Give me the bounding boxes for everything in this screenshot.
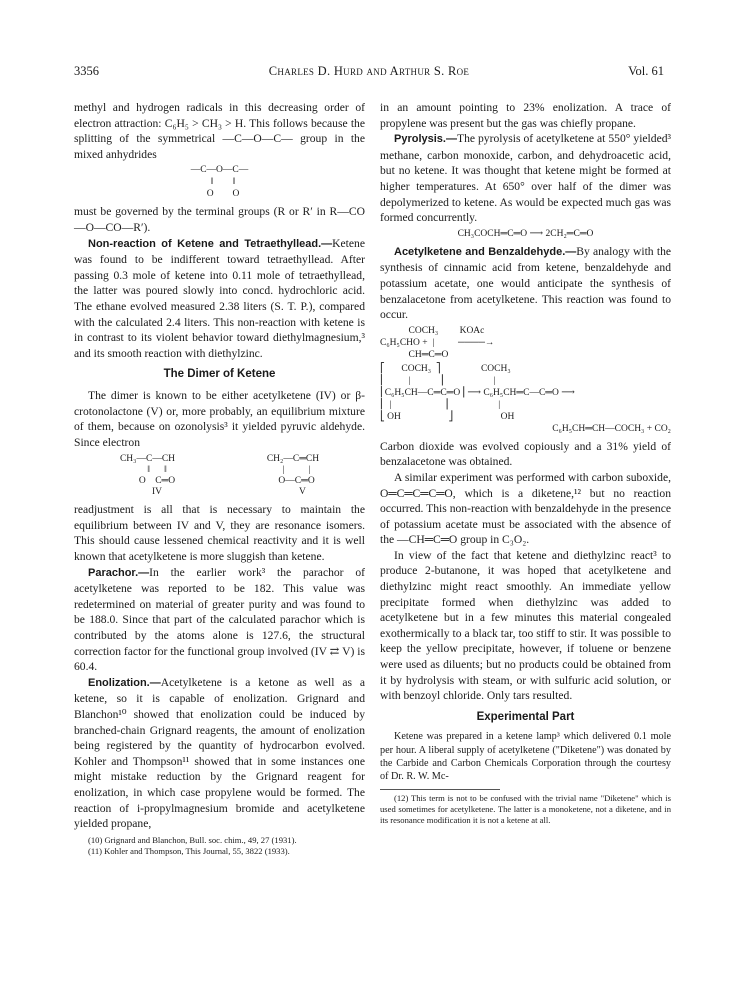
paragraph: Carbon dioxide was evolved copiously and a 31% yield of benzalacetone was obtained. [380, 439, 671, 469]
equation: CH₃COCH═C═O ⟶ 2CH₂═C═O [457, 228, 594, 239]
left-column [74, 100, 365, 857]
paragraph: A similar experiment was performed with carbon suboxide, O═C═C═C═O, which is a diketene,¹² but no reaction occurred. This non-reaction with benzaldehyde in the presence of potassium acetate must be associated with the absence of the —CH═C═O group in C₃O₂. [380, 470, 671, 547]
paragraph-dimer: The dimer is known to be either acetylketene (IV) or β-crotonolactone (V) or, more probably, an equilibrium mixture of them, because on ozonolysis³ it yielded pyruvic aldehyde. Since electron [74, 388, 365, 449]
structure-iv: CH₃—C—CH ‖ ‖ O C═O IV [119, 454, 176, 498]
volume-label: Vol. 61 [628, 64, 664, 78]
paragraph-benzaldehyde: Acetylketene and Benzaldehyde.—By analogy with the synthesis of cinnamic acid from ketene, benzaldehyde and potassium acetate, one would anticipate the synthesis of benzalacetone from acetylketene. This reaction was found to occur. [380, 244, 672, 322]
page-header [74, 64, 664, 80]
structure-v: CH₂—C═CH | | O—C═O V [266, 454, 320, 498]
paragraph-pyrolysis: Pyrolysis.—The pyrolysis of acetylketene at 550° yielded³ methane, carbon monoxide, carbon, and dehydroacetic acid, but no ketene. It was thought that ketene might be formed at higher temperatures. At 650° over half of the dimer was depolymerized to ketene. As would be expected much gas was formed concurrently. [380, 132, 671, 225]
footnote: (10) Grignard and Blanchon, Bull. soc. chim., 49, 27 (1931). [88, 834, 297, 845]
paragraph-experimental: Ketene was prepared in a ketene lamp³ which delivered 0.1 mole per hour. A liberal supply of acetylketene ("Diketene") was donated by the Carbide and Carbon Chemicals Corporation through the courtesy of Dr. R. W. Mc- [380, 731, 671, 783]
paragraph: must be governed by the terminal groups (R or R′ in R—CO—O—CO—R′). [74, 205, 365, 234]
paragraph: In view of the fact that ketene and diethylzinc react³ to produce 2-butanone, it was hoped that acetylketene and diethylzinc might react smoothly. An immediate yellow precipitate formed when diethylzinc was added to acetylketene but in a few minutes this material congealed exothermically to a black tar, too stiff to stir. It was possible to keep the yellow precipitate, however, if toluene or benzene were used as diluents; but no products could be obtained from it by hydrolysis with steam, or with sulfuric acid solution, or with benzoyl chloride. Only tars resulted. [380, 548, 671, 703]
paragraph-parachor: Parachor.—In the earlier work³ the parachor of acetylketene was reported to be 182. This value was redetermined on material of greater purity and was found to be 188.0. Since that part of the calculated parachor which is contributed by the atoms alone is 127.6, the structural correction factor for the functional group involved (IV ⇄ V) is 60.4. [74, 565, 365, 674]
reaction-scheme: COCH₃ KOAc C₆H₅CHO + | ────→ CH═C═O ⎡ COCH₃ ⎤ COCH₃ ⎢ | ⎥ | ⎢C₆H₅CH—C═C═O⎥ ⟶ C₆H₅CH═C—C═O ⟶ ⎢ | ⎥ | ⎣ OH ⎦ OH C₆H₅CH═CH—COCH₃ + CO₂ [380, 325, 671, 434]
section-heading: Experimental Part [476, 710, 575, 723]
anhydride-formula: —C—O—C— ‖ ‖ O O [190, 165, 249, 200]
paragraph: methyl and hydrogen radicals in this decreasing order of electron attraction: C₆H₅ > CH₃ > H. This follows because the splitting of the symmetrical —C—O—C— group in the mixed anhydrides [74, 101, 365, 161]
page-number: 3356 [74, 64, 99, 78]
paragraph-nonreaction: Non-reaction of Ketene and Tetraethyllead.—Ketene was found to be indifferent toward tetraethyllead. After passing 0.3 mole of ketene into 0.11 mole of tetraethyllead, the latter was poured slowly into concd. hydrochloric acid. The ethane evolved measured 2.38 liters (S. T. P.), compared with the calculated 2.4 liters. This non-reaction with ketene is in contrast to its violent behavior toward diethylmagnesium,³ and its smooth reaction with diethylzinc. [74, 236, 365, 360]
running-authors: Charles D. Hurd and Arthur S. Roe [268, 64, 470, 78]
section-runin: Non-reaction of Ketene and Tetraethyllead.— [88, 237, 333, 250]
paragraph: in an amount pointing to 23% enolization. A trace of propylene was present but the gas was chiefly propane. [380, 101, 671, 130]
right-column [380, 100, 671, 826]
section-runin: Parachor.— [88, 566, 150, 579]
paragraph: readjustment is all that is necessary to maintain the equilibrium between IV and V, they are resonance isomers. This should cause lessened chemical reactivity and it is well known that acetylketene is more sluggish than ketene. [74, 503, 365, 564]
footnote: (11) Kohler and Thompson, This Journal, 55, 3822 (1933). [88, 845, 290, 856]
dimer-structures [74, 454, 365, 498]
section-runin: Pyrolysis.— [394, 133, 457, 146]
footnote-rule [380, 789, 500, 790]
section-runin: Enolization.— [88, 676, 161, 689]
section-runin: Acetylketene and Benzaldehyde.— [394, 245, 577, 258]
paragraph-enolization: Enolization.—Acetylketene is a ketone as well as a ketene, so it is capable of enolization. Grignard and Blanchon¹⁰ showed that enolization could be induced by branched-chain Grignard reagents, the amount of enolization being registered by the quantity of hydrocarbon evolved. Kohler and Thompson¹¹ showed that in some instances one might mistake reduction by the Grignard reagent for enolization, in which case propylene would be formed. The reaction of i-propylmagnesium bromide and acetylketene yielded propane, [74, 675, 365, 831]
footnote: (12) This term is not to be confused with the trivial name "Diketene" which is used sometimes for acetylketene. The latter is a monoketene, not a diketene, and in its resonance modification it is not a ketene at all. [380, 793, 671, 826]
section-heading: The Dimer of Ketene [163, 368, 276, 381]
